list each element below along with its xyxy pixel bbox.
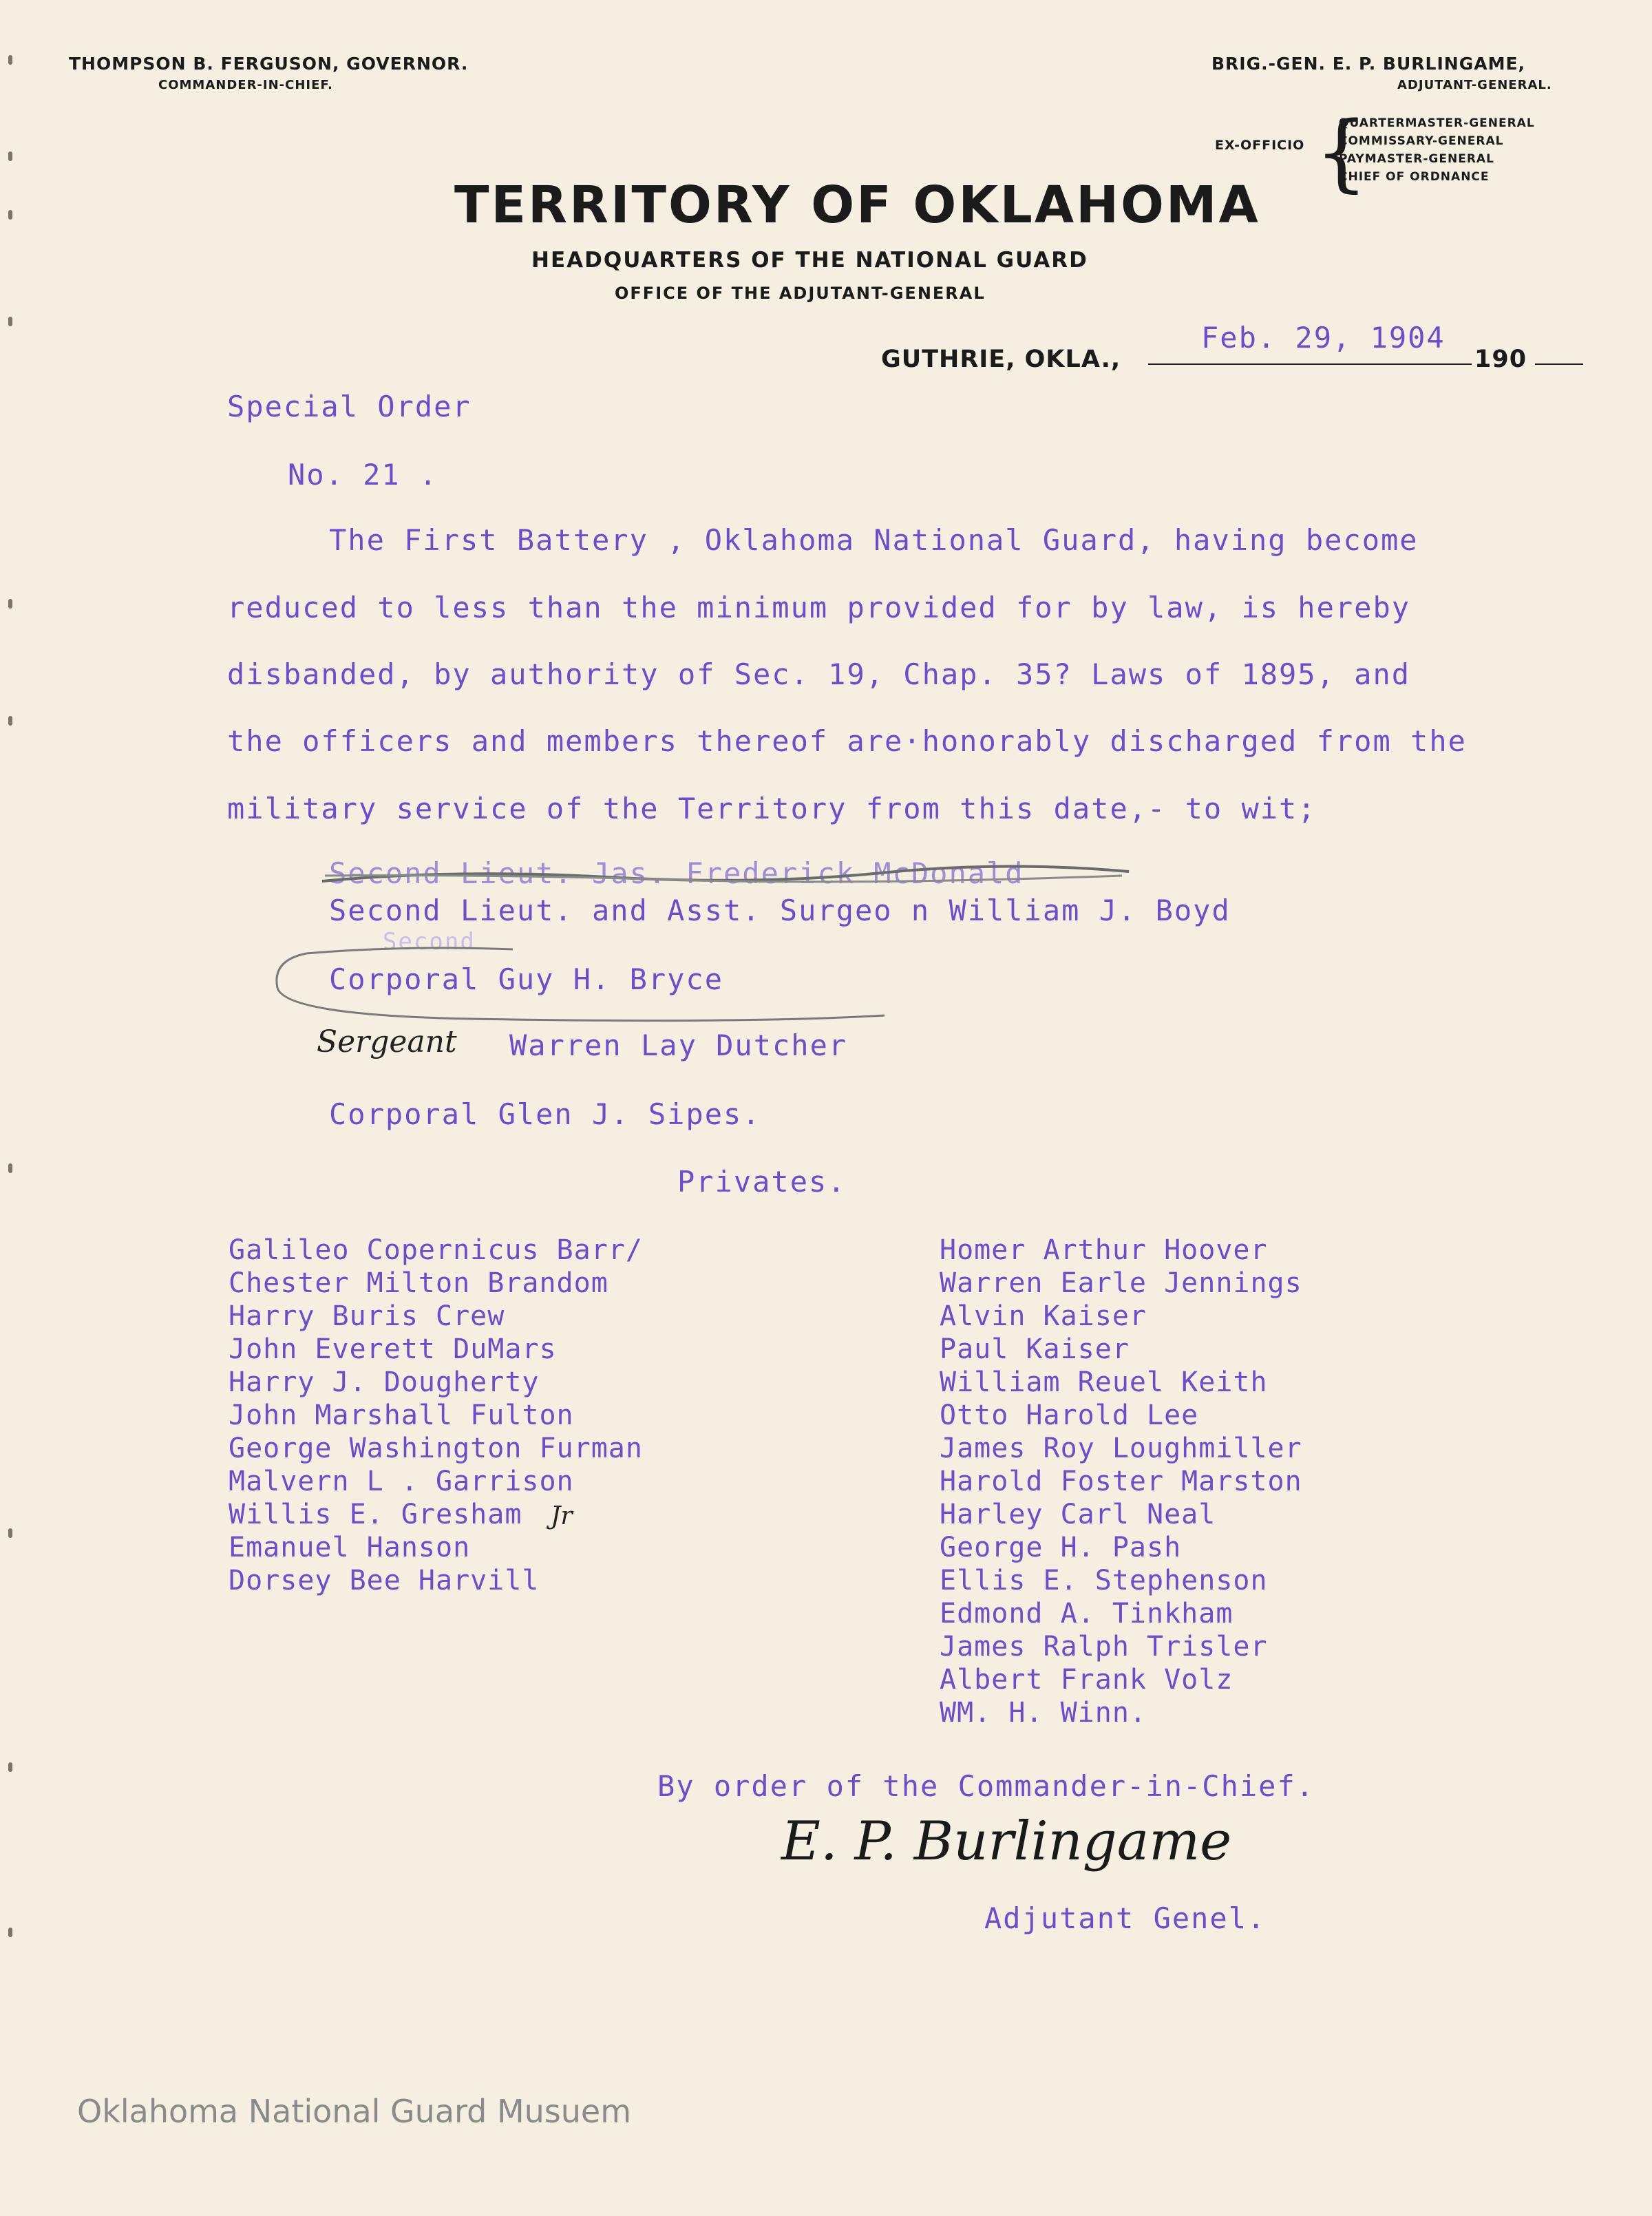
faint-overwrite: Second: [383, 928, 476, 956]
private-name: Emanuel Hanson: [229, 1532, 471, 1563]
adjutant-title: ADJUTANT-GENERAL.: [1397, 78, 1552, 92]
private-name: Ellis E. Stephenson: [940, 1565, 1268, 1596]
private-name: James Ralph Trisler: [940, 1631, 1268, 1663]
private-name: William Reuel Keith: [940, 1366, 1268, 1398]
document-title: TERRITORY OF OKLAHOMA: [454, 176, 1260, 235]
year-prefix: 190: [1474, 346, 1527, 373]
officer-line: Warren Lay Dutcher: [509, 1028, 848, 1062]
officer-line: Corporal Guy H. Bryce: [329, 962, 724, 996]
private-name: James Roy Loughmiller: [940, 1433, 1302, 1464]
private-name: George Washington Furman: [229, 1433, 643, 1464]
body-line: the officers and members thereof are·honorably discharged from the: [227, 724, 1467, 758]
private-name: John Everett DuMars: [229, 1333, 557, 1365]
private-name: Harold Foster Marston: [940, 1466, 1302, 1497]
binder-hole: [8, 55, 12, 65]
signature: E. P. Burlingame: [781, 1811, 1232, 1872]
binder-hole: [8, 1163, 12, 1173]
struck-officer-line: Second Lieut. Jas. Frederick McDonald: [329, 856, 1024, 890]
handwritten-rank: Sergeant: [317, 1024, 457, 1059]
binder-hole: [8, 210, 12, 220]
role-item: QUARTERMASTER-GENERAL: [1339, 116, 1535, 130]
binder-hole: [8, 1528, 12, 1538]
private-name: Harry Buris Crew: [229, 1300, 505, 1332]
signer-title: Adjutant Genel.: [984, 1901, 1267, 1935]
private-name: John Marshall Fulton: [229, 1400, 574, 1431]
private-name: Edmond A. Tinkham: [940, 1598, 1233, 1629]
private-name: Albert Frank Volz: [940, 1664, 1233, 1696]
closing-line: By order of the Commander-in-Chief.: [657, 1769, 1315, 1803]
date-rule: [1148, 363, 1472, 365]
private-name: Chester Milton Brandom: [229, 1267, 608, 1299]
ex-officio-roles: [1339, 114, 1535, 186]
role-item: COMMISSARY-GENERAL: [1339, 134, 1504, 148]
order-number: No. 21 .: [288, 458, 438, 492]
private-name: Alvin Kaiser: [940, 1300, 1147, 1332]
private-name: Warren Earle Jennings: [940, 1267, 1302, 1299]
private-name: Homer Arthur Hoover: [940, 1234, 1268, 1266]
body-line: military service of the Territory from this date,- to wit;: [227, 792, 1317, 825]
strike-scribble: [317, 854, 1143, 895]
ex-officio-label: EX-OFFICIO: [1215, 138, 1305, 153]
officer-line: Corporal Glen J. Sipes.: [329, 1097, 761, 1131]
binder-hole: [8, 1928, 12, 1937]
body-line: disbanded, by authority of Sec. 19, Chap. 35? Laws of 1895, and: [227, 657, 1411, 691]
adjutant-name: BRIG.-GEN. E. P. BURLINGAME,: [1211, 54, 1526, 74]
body-line: The First Battery , Oklahoma National Guard, having become: [329, 523, 1419, 557]
order-heading: Special Order: [227, 390, 472, 423]
private-name: Paul Kaiser: [940, 1333, 1130, 1365]
binder-hole: [8, 317, 12, 326]
binder-hole: [8, 716, 12, 726]
private-name: Galileo Copernicus Barr/: [229, 1234, 643, 1266]
typed-date: Feb. 29, 1904: [1201, 321, 1446, 355]
private-name: Otto Harold Lee: [940, 1400, 1199, 1431]
subtitle-headquarters: HEADQUARTERS OF THE NATIONAL GUARD: [531, 248, 1088, 273]
private-name: Willis E. Gresham: [229, 1499, 522, 1530]
year-rule: [1535, 363, 1583, 365]
brace-glyph: {: [1315, 103, 1368, 201]
body-line: reduced to less than the minimum provided for by law, is hereby: [227, 591, 1411, 624]
officer-line: Second Lieut. and Asst. Surgeo n William J. Boyd: [329, 894, 1231, 927]
binder-hole: [8, 1762, 12, 1772]
privates-heading: Privates.: [677, 1165, 847, 1199]
role-item: PAYMASTER-GENERAL: [1339, 152, 1494, 166]
private-name: George H. Pash: [940, 1532, 1182, 1563]
place-label: GUTHRIE, OKLA.,: [881, 346, 1121, 373]
private-name: Harry J. Dougherty: [229, 1366, 540, 1398]
subtitle-office: OFFICE OF THE ADJUTANT-GENERAL: [615, 284, 986, 303]
role-item: CHIEF OF ORDNANCE: [1339, 170, 1490, 184]
private-name: WM. H. Winn.: [940, 1697, 1147, 1729]
binder-hole: [8, 599, 12, 609]
privates-right-list: [940, 1234, 1302, 1729]
gresham-suffix: Jr: [551, 1502, 573, 1530]
watermark: Oklahoma National Guard Musuem: [77, 2093, 632, 2130]
governor-name: THOMPSON B. FERGUSON, GOVERNOR.: [69, 54, 469, 74]
privates-left-list: [229, 1234, 643, 1597]
pencil-loop: [265, 940, 898, 1029]
private-name: Dorsey Bee Harvill: [229, 1565, 540, 1596]
private-name: Harley Carl Neal: [940, 1499, 1216, 1530]
private-name: Malvern L . Garrison: [229, 1466, 574, 1497]
binder-hole: [8, 151, 12, 161]
governor-title: COMMANDER-IN-CHIEF.: [158, 78, 333, 92]
